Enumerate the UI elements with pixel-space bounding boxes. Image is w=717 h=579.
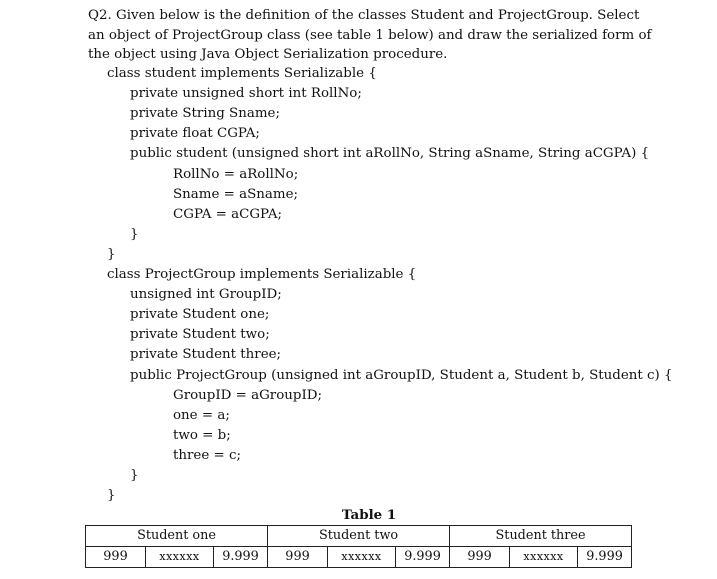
cell-three-sname: xxxxxx — [510, 547, 578, 568]
code-line: GroupID = aGroupID; — [173, 387, 322, 403]
code-line: class ProjectGroup implements Serializable { — [107, 267, 417, 282]
code-line: class student implements Serializable { — [107, 66, 377, 81]
code-line: private Student two; — [130, 327, 270, 343]
header-student-two: Student two — [268, 526, 450, 547]
code-line: } — [130, 226, 139, 242]
code-line: private Student three; — [130, 347, 282, 363]
cell-two-rollno: 999 — [268, 547, 328, 568]
code-line: Sname = aSname; — [173, 186, 299, 202]
code-line: private unsigned short int RollNo; — [130, 86, 362, 102]
code-line: } — [107, 488, 116, 504]
code-line: } — [107, 246, 116, 262]
cell-one-cgpa: 9.999 — [214, 547, 268, 568]
code-line: RollNo = aRollNo; — [173, 166, 299, 182]
table-caption: Table 1 — [341, 507, 397, 523]
table-row — [86, 547, 632, 568]
code-line: one = a; — [173, 407, 230, 423]
cell-one-rollno: 999 — [86, 547, 146, 568]
table-header-row — [86, 526, 632, 547]
question-number: Q2. — [88, 8, 112, 23]
student-table — [85, 525, 632, 568]
cell-three-rollno: 999 — [450, 547, 510, 568]
header-student-one: Student one — [86, 526, 268, 547]
code-line: public ProjectGroup (unsigned int aGroupID, Student a, Student b, Student c) { — [130, 367, 673, 383]
code-line: CGPA = aCGPA; — [173, 206, 283, 222]
code-line: } — [130, 468, 139, 483]
code-line: three = c; — [173, 447, 241, 463]
code-line: two = b; — [173, 427, 231, 443]
code-line: public student (unsigned short int aRollNo, String aSname, String aCGPA) { — [130, 146, 650, 162]
code-line: unsigned int GroupID; — [130, 287, 282, 303]
code-line: private float CGPA; — [130, 126, 260, 142]
cell-two-cgpa: 9.999 — [396, 547, 450, 568]
header-student-three: Student three — [450, 526, 632, 547]
question-text: Given below is the definition of the classes Student and ProjectGroup. Select an object of ProjectGroup class (see table 1 below) and draw the serialized form of the object using Java Object Serialization procedure. — [88, 8, 652, 62]
code-line: private Student one; — [130, 307, 270, 323]
cell-two-sname: xxxxxx — [328, 547, 396, 568]
cell-three-cgpa: 9.999 — [578, 547, 632, 568]
cell-one-sname: xxxxxx — [146, 547, 214, 568]
code-line: private String Sname; — [130, 106, 280, 122]
